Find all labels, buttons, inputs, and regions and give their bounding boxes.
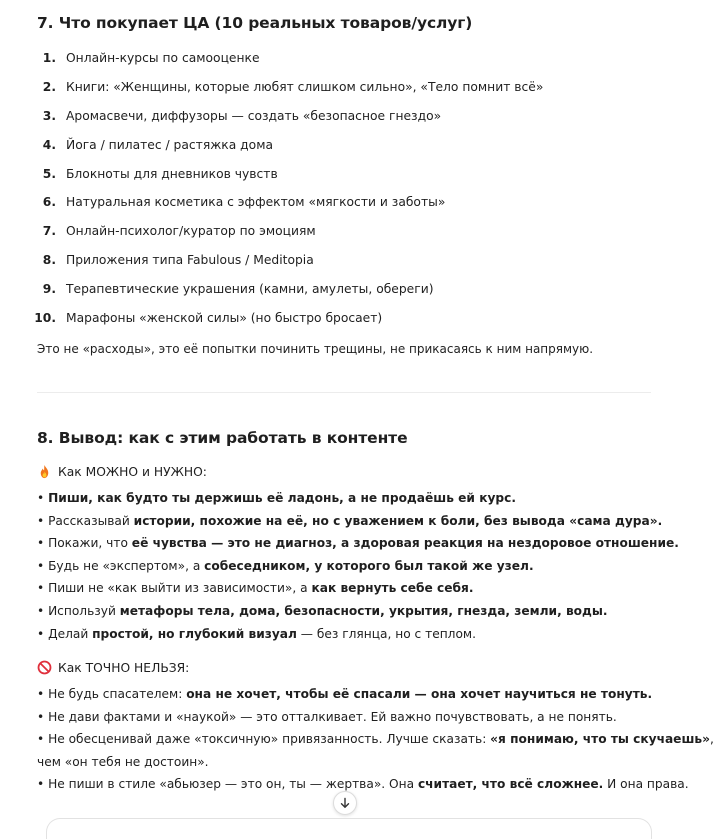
prohibited-icon xyxy=(37,660,52,675)
bullet-text: • Пиши не «как выйти из зависимости», а xyxy=(37,581,312,596)
bullet-bold-text: метафоры тела, дома, безопасности, укрытия, гнезда, земли, воды. xyxy=(119,604,608,618)
bullet-bold-text: как вернуть себе себя. xyxy=(311,581,474,596)
bullet-text: • Используй xyxy=(37,604,120,618)
bullet-bold-text: истории, похожие на её, но с уважением к боли, без вывода «сама дура». xyxy=(133,513,663,528)
bullet-bold-text: Пиши, как будто ты держишь её ладонь, а не продаёшь ей курс. xyxy=(48,491,517,505)
bullet-line xyxy=(37,604,608,618)
list-item-number: 4. xyxy=(42,137,56,152)
fire-icon xyxy=(37,464,52,479)
bullet-bold-text: считает, что всё сложнее. xyxy=(417,777,604,792)
bullet-line xyxy=(37,536,679,550)
bullet-line xyxy=(37,581,474,595)
bullet-text: • Покажи, что xyxy=(37,536,132,551)
bullet-line xyxy=(37,755,209,769)
list-item-number: 3. xyxy=(42,108,56,123)
list-item-text: Марафоны «женской силы» (но быстро бросает) xyxy=(66,310,383,325)
bullet-text: • Рассказывай xyxy=(37,513,134,528)
bullet-text: • Делай xyxy=(37,626,93,641)
purchases-list xyxy=(34,44,544,332)
list-item xyxy=(37,130,543,159)
bullet-line xyxy=(37,627,476,641)
can-subheading-label: Как МОЖНО и НУЖНО: xyxy=(58,464,207,479)
list-item-number: 6. xyxy=(42,195,56,210)
arrow-down-icon xyxy=(339,794,351,813)
list-item-text: Онлайн-курсы по самооценке xyxy=(66,51,260,66)
bullet-line xyxy=(37,491,516,505)
section-8-heading: 8. Вывод: как с этим работать в контенте xyxy=(37,429,408,447)
bullet-line xyxy=(37,514,662,528)
list-item-text: Йога / пилатес / растяжка дома xyxy=(66,137,274,152)
list-item-text: Аромасвечи, диффузоры — создать «безопасное гнездо» xyxy=(66,108,442,123)
section-divider xyxy=(37,392,651,393)
bullet-bold-text: простой, но глубокий визуал xyxy=(92,626,297,641)
list-item-text: Книги: «Женщины, которые любят слишком сильно», «Тело помнит всё» xyxy=(66,80,544,95)
list-item-number: 10. xyxy=(34,310,56,325)
bullet-text: , xyxy=(709,732,714,747)
list-item-text: Блокноты для дневников чувств xyxy=(66,166,278,181)
list-item xyxy=(34,303,543,332)
bullet-text: — без глянца, но с теплом. xyxy=(296,626,476,641)
list-item-text: Натуральная косметика с эффектом «мягкости и заботы» xyxy=(66,195,446,210)
scroll-down-button[interactable] xyxy=(333,791,357,815)
list-item-number: 1. xyxy=(42,51,56,66)
list-item-number: 2. xyxy=(42,80,56,95)
bullet-text: • Не будь спасателем: xyxy=(37,687,187,701)
cannot-subheading xyxy=(37,660,189,675)
bullet-text: И она права. xyxy=(603,777,689,792)
list-item xyxy=(37,44,543,73)
list-item xyxy=(37,102,543,131)
list-item xyxy=(37,73,543,102)
bullet-line xyxy=(37,777,689,791)
list-item xyxy=(37,188,543,217)
bullet-line xyxy=(37,732,714,746)
cannot-subheading-label: Как ТОЧНО НЕЛЬЗЯ: xyxy=(58,660,190,675)
list-item-text: Онлайн-психолог/куратор по эмоциям xyxy=(66,224,316,239)
list-item-number: 5. xyxy=(42,166,56,181)
bullet-line xyxy=(37,710,617,724)
message-input-frame[interactable] xyxy=(46,818,652,839)
bullet-bold-text: её чувства — это не диагноз, а здоровая реакция на нездоровое отношение. xyxy=(131,536,679,551)
section-7-heading: 7. Что покупает ЦА (10 реальных товаров/услуг) xyxy=(37,14,473,32)
bullet-text: • xyxy=(37,491,49,505)
bullet-bold-text: «я понимаю, что ты скучаешь» xyxy=(490,732,710,747)
bullet-text: • Будь не «экспертом», а xyxy=(37,558,205,573)
bullet-line xyxy=(37,687,652,701)
list-item xyxy=(37,217,543,246)
bullet-bold-text: собеседником, у которого был такой же узел. xyxy=(204,558,534,573)
list-item xyxy=(37,159,543,188)
section-7-closing: Это не «расходы», это её попытки починить трещины, не прикасаясь к ним напрямую. xyxy=(37,342,594,356)
list-item-text: Терапевтические украшения (камни, амулеты, обереги) xyxy=(66,281,434,296)
list-item xyxy=(37,246,543,275)
bullet-text: • Не обесценивай даже «токсичную» привязанность. Лучше сказать: xyxy=(37,732,491,747)
bullet-text: • Не пиши в стиле «абьюзер — это он, ты — жертва». Она xyxy=(37,777,418,792)
can-subheading xyxy=(37,464,207,479)
list-item xyxy=(37,274,543,303)
bullet-line xyxy=(37,559,534,573)
bullet-text: чем «он тебя не достоин». xyxy=(37,754,209,769)
list-item-number: 7. xyxy=(42,224,56,239)
list-item-text: Приложения типа Fabulous / Meditopia xyxy=(66,252,314,267)
list-item-number: 8. xyxy=(42,252,56,267)
bullet-bold-text: она не хочет, чтобы её спасали — она хочет научиться не тонуть. xyxy=(186,687,653,701)
list-item-number: 9. xyxy=(42,281,56,296)
bullet-text: • Не дави фактами и «наукой» — это отталкивает. Ей важно почувствовать, а не понять. xyxy=(37,709,617,724)
